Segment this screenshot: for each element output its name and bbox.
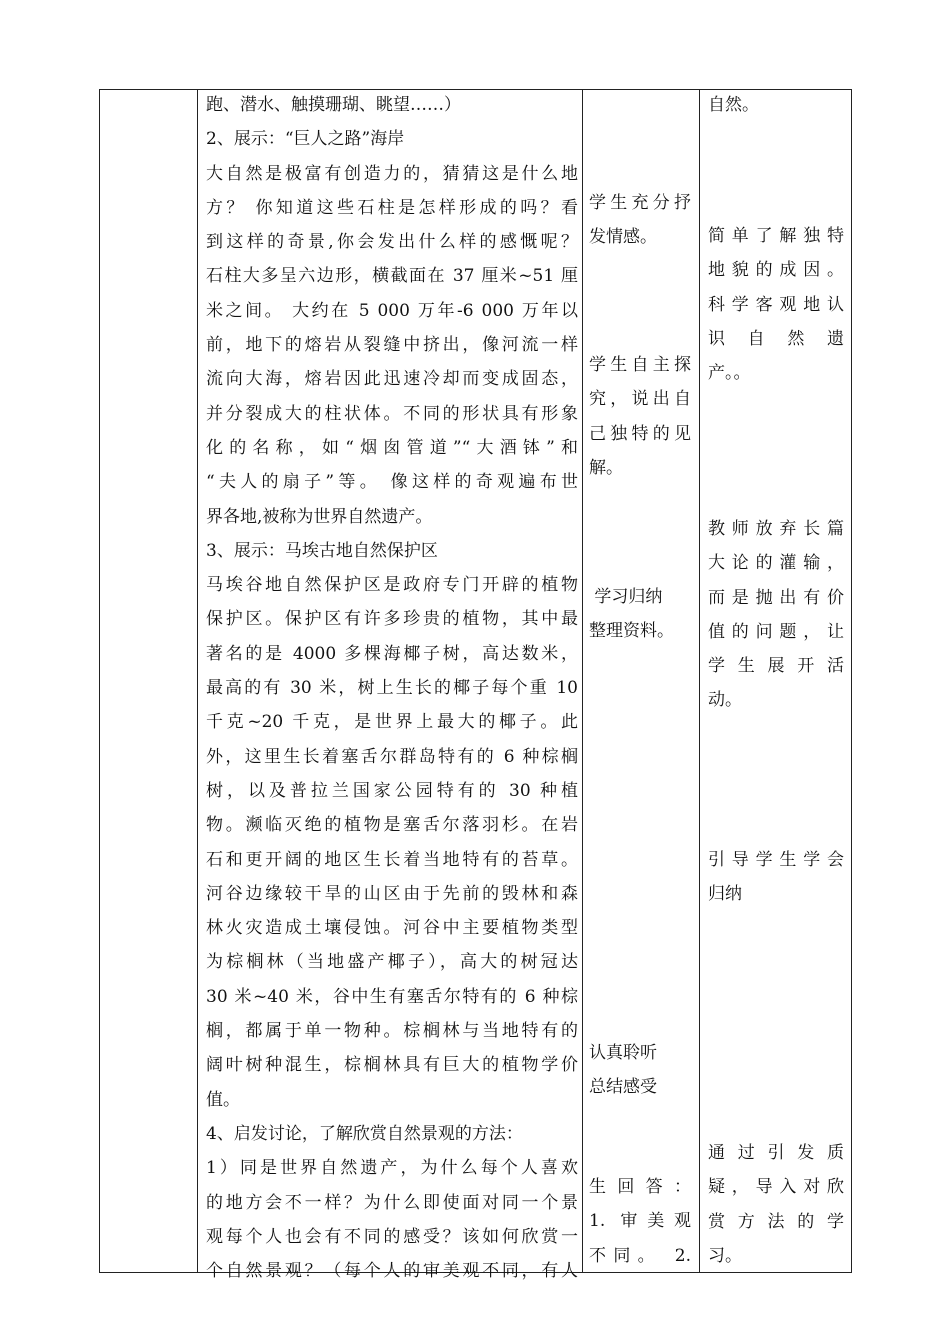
content-line: 到这样的奇景,你会发出什么样的感慨呢？: [206, 232, 578, 253]
content-line: 最高的有 30 米，树上生长的椰子每个重 10: [206, 678, 578, 699]
content-line: 马埃谷地自然保护区是政府专门开辟的植物: [206, 575, 578, 596]
content-line: 1）同是世界自然遗产，为什么每个人喜欢: [206, 1158, 578, 1179]
intent-line: 而是抛出有价: [708, 587, 844, 608]
intent-line: 动。: [708, 690, 742, 711]
content-line: 米之间。 大约在 5 000 万年-6 000 万年以: [206, 300, 578, 321]
content-line: 观每个人也会有不同的感受？该如何欣赏一: [206, 1226, 578, 1247]
content-line: 流向大海，熔岩因此迅速冷却而变成固态，: [206, 369, 578, 390]
content-line: 阔叶树种混生，棕榈林具有巨大的植物学价: [206, 1055, 578, 1076]
intent-line: 值的问题，让: [708, 621, 844, 642]
content-line: 方？ 你知道这些石柱是怎样形成的吗？看: [206, 197, 578, 218]
lesson-table: [99, 89, 852, 1282]
activity-line: 总结感受: [589, 1077, 657, 1098]
content-line: 界各地,被称为世界自然遗产。: [206, 506, 433, 527]
intent-line: 科学客观地认: [708, 294, 844, 315]
design-intent-group: [708, 512, 844, 718]
student-activity-group: [589, 1036, 691, 1105]
activity-line: 整理资料。: [589, 621, 674, 642]
activity-line: 认真聆听: [589, 1043, 657, 1063]
content-line: 千克~20 千克，是世界上最大的椰子。此: [206, 712, 578, 733]
intent-line: 自然。: [708, 95, 759, 115]
activity-line: 发情感。: [589, 227, 657, 248]
content-line: 石柱大多呈六边形，横截面在 37 厘米~51 厘: [206, 266, 578, 287]
intent-line: 赏方法的学: [708, 1211, 844, 1232]
content-heading: 2、展示：“巨人之路”海岸: [206, 129, 405, 150]
content-line: 树，以及普拉兰国家公园特有的 30 种植: [206, 780, 578, 801]
activity-line: 究，说出自: [589, 389, 691, 410]
content-heading: 3、展示：马埃古地自然保护区: [206, 540, 438, 561]
activity-line: 己独特的见: [589, 423, 691, 444]
intent-line: 教师放弃长篇: [708, 519, 844, 539]
content-line: 保护区。保护区有许多珍贵的植物，其中最: [206, 609, 578, 630]
activity-line: 学生充分抒: [589, 193, 691, 213]
content-line: 河谷边缘较干旱的山区由于先前的毁林和森: [206, 883, 578, 904]
content-line: 个自然景观？（每个人的审美观不同，有人: [206, 1261, 578, 1282]
activity-line: 学生自主探: [589, 355, 691, 375]
intent-line: 地貌的成因。: [708, 260, 844, 281]
intent-line: 大论的灌输，: [708, 553, 844, 574]
intent-line: 产。。: [708, 363, 751, 384]
intent-line: 习。: [708, 1245, 742, 1266]
content-line: 为棕榈林（当地盛产椰子），高大的树冠达: [206, 952, 578, 973]
student-activity-group: [589, 186, 691, 255]
student-activity-group: [589, 1170, 691, 1273]
activity-line: 1. 审美观: [589, 1211, 691, 1232]
student-activity-group: [589, 580, 691, 649]
intent-line: 学 生 展 开 活: [708, 656, 844, 677]
intent-line: 识 自 然 遗: [708, 328, 844, 349]
content-line: 前，地下的熔岩从裂缝中挤出，像河流一样: [206, 335, 578, 356]
design-intent-group: [708, 88, 844, 122]
intent-line: 通 过 引 发 质: [708, 1143, 844, 1163]
content-line: 值。: [206, 1089, 240, 1110]
activity-line: 学习归纳: [589, 587, 663, 607]
intent-line: 归纳: [708, 884, 742, 905]
content-heading: 4、启发讨论，了解欣赏自然景观的方法：: [206, 1123, 523, 1144]
column-divider: [699, 90, 700, 1272]
content-line: “夫人的扇子”等。 像这样的奇观遍布世: [206, 472, 578, 493]
activity-line: 解。: [589, 457, 623, 478]
content-line: 跑、潜水、触摸珊瑚、眺望……）: [206, 95, 461, 115]
content-line: 外，这里生长着塞舌尔群岛特有的 6 种棕榈: [206, 746, 578, 767]
activity-line: 生 回 答 ：: [589, 1177, 691, 1197]
design-intent-group: [708, 1136, 844, 1273]
content-line: 林火灾造成土壤侵蚀。河谷中主要植物类型: [206, 918, 578, 939]
activity-line: 不同。 2.: [589, 1245, 691, 1266]
design-intent-group: [708, 843, 844, 912]
content-line: 著名的是 4000 多棵海椰子树，高达数米，: [206, 643, 578, 664]
content-line: 物。濒临灭绝的植物是塞舌尔落羽杉。在岩: [206, 815, 578, 836]
content-line: 的地方会不一样？为什么即使面对同一个景: [206, 1192, 578, 1213]
content-line: 榈，都属于单一物种。棕榈林与当地特有的: [206, 1021, 578, 1042]
student-activity-group: [589, 348, 691, 485]
content-line: 石和更开阔的地区生长着当地特有的苔草。: [206, 849, 578, 870]
content-line: 并分裂成大的柱状体。不同的形状具有形象: [206, 403, 578, 424]
content-line: 化的名称，如“烟囱管道”“大酒钵”和: [206, 437, 578, 458]
column-divider: [197, 90, 198, 1272]
design-intent-group: [708, 219, 844, 390]
content-line: 大自然是极富有创造力的，猜猜这是什么地: [206, 163, 578, 184]
intent-line: 疑，导入对欣: [708, 1177, 844, 1198]
column-divider: [582, 90, 583, 1272]
intent-line: 简单了解独特: [708, 226, 844, 246]
intent-line: 引导学生学会: [708, 850, 844, 870]
content-line: 30 米~40 米，谷中生有塞舌尔特有的 6 种棕: [206, 986, 578, 1007]
teaching-content-column: [206, 88, 578, 1288]
